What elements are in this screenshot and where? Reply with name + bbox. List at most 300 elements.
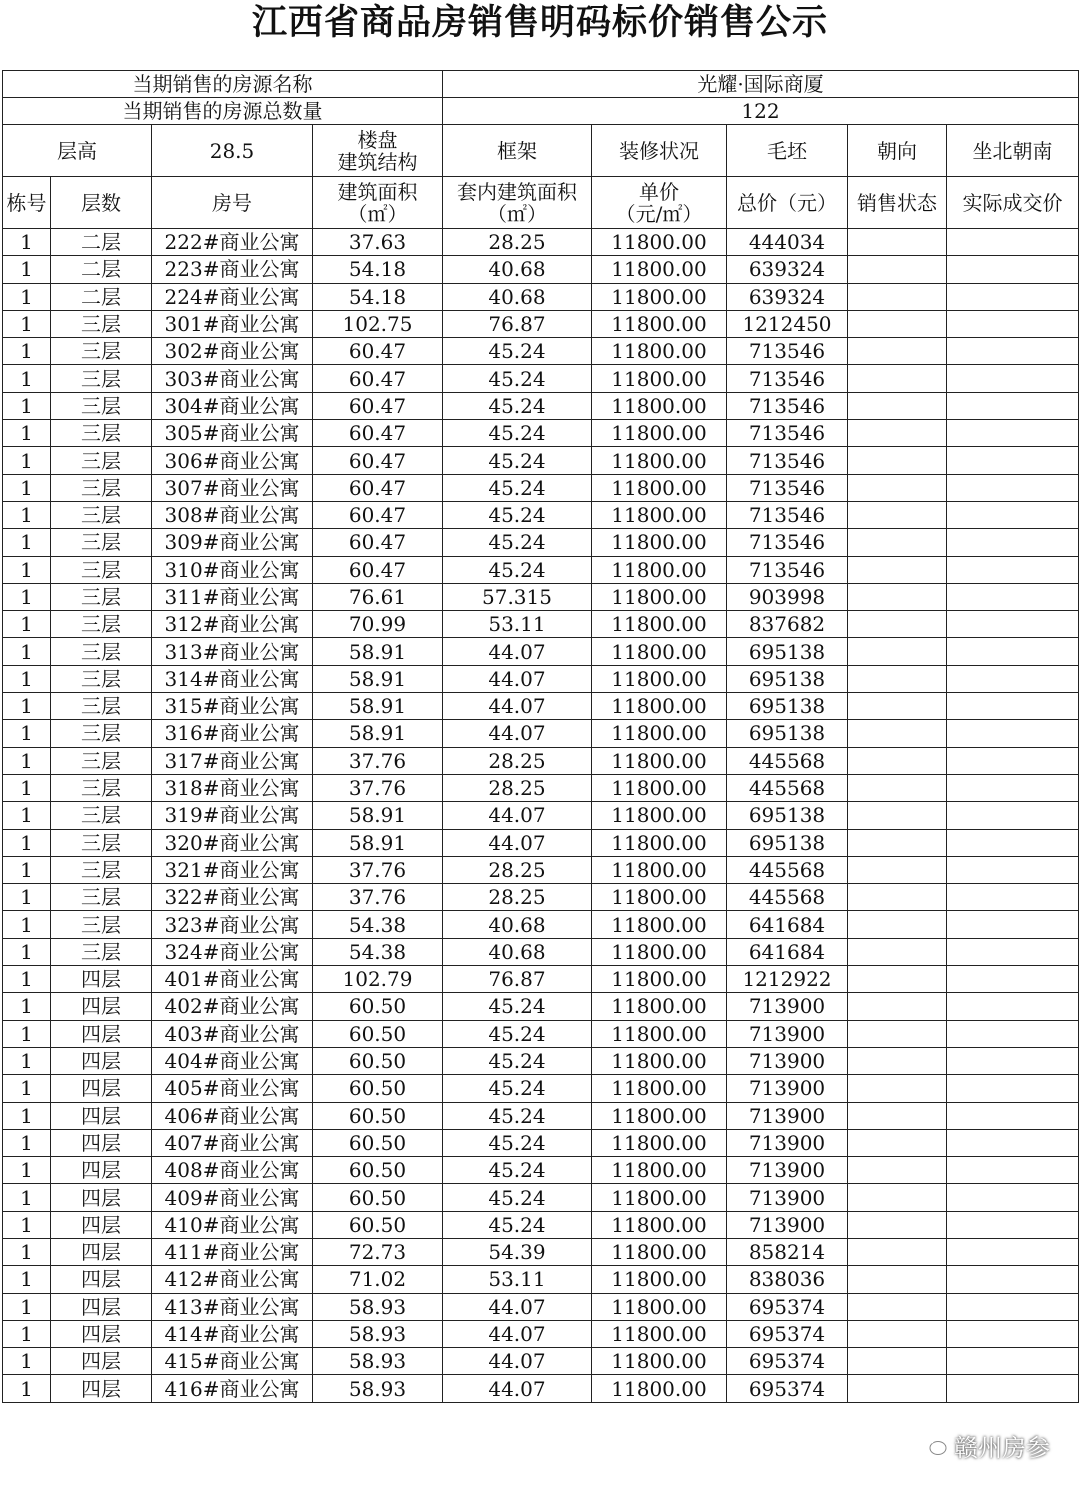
cell-room: 410#商业公寓 bbox=[152, 1211, 313, 1238]
cell-floor: 四层 bbox=[51, 1348, 152, 1375]
cell-unit-price: 11800.00 bbox=[592, 1348, 727, 1375]
cell-building: 1 bbox=[3, 1211, 51, 1238]
cell-total-price: 713900 bbox=[727, 1129, 848, 1156]
cell-room: 409#商业公寓 bbox=[152, 1184, 313, 1211]
cell-total-price: 713546 bbox=[727, 392, 848, 419]
cell-area: 37.76 bbox=[313, 774, 443, 801]
cell-inner-area: 44.07 bbox=[443, 1320, 592, 1347]
cell-building: 1 bbox=[3, 802, 51, 829]
cell-area: 71.02 bbox=[313, 1266, 443, 1293]
cell-status bbox=[848, 1211, 947, 1238]
cell-unit-price: 11800.00 bbox=[592, 1075, 727, 1102]
cell-room: 319#商业公寓 bbox=[152, 802, 313, 829]
cell-total-price: 713900 bbox=[727, 1075, 848, 1102]
cell-building: 1 bbox=[3, 529, 51, 556]
cell-building: 1 bbox=[3, 911, 51, 938]
table-row bbox=[3, 1129, 1079, 1156]
table-row bbox=[3, 856, 1079, 883]
cell-total-price: 713900 bbox=[727, 1211, 848, 1238]
cell-inner-area: 44.07 bbox=[443, 829, 592, 856]
cell-status bbox=[848, 693, 947, 720]
cell-inner-area: 53.11 bbox=[443, 1266, 592, 1293]
cell-status bbox=[848, 966, 947, 993]
cell-building: 1 bbox=[3, 283, 51, 310]
cell-room: 303#商业公寓 bbox=[152, 365, 313, 392]
cell-floor: 二层 bbox=[51, 229, 152, 256]
source-count-row bbox=[3, 98, 1079, 125]
cell-inner-area: 45.24 bbox=[443, 556, 592, 583]
cell-area: 58.93 bbox=[313, 1348, 443, 1375]
cell-floor: 三层 bbox=[51, 338, 152, 365]
table-row bbox=[3, 365, 1079, 392]
cell-floor: 四层 bbox=[51, 1157, 152, 1184]
cell-unit-price: 11800.00 bbox=[592, 420, 727, 447]
cell-unit-price: 11800.00 bbox=[592, 338, 727, 365]
cell-total-price: 713546 bbox=[727, 447, 848, 474]
cell-actual-price bbox=[947, 283, 1079, 310]
cell-unit-price: 11800.00 bbox=[592, 693, 727, 720]
cell-area: 58.91 bbox=[313, 638, 443, 665]
cell-unit-price: 11800.00 bbox=[592, 966, 727, 993]
cell-room: 314#商业公寓 bbox=[152, 665, 313, 692]
cell-total-price: 903998 bbox=[727, 583, 848, 610]
cell-total-price: 713900 bbox=[727, 1047, 848, 1074]
table-row bbox=[3, 1348, 1079, 1375]
cell-actual-price bbox=[947, 1320, 1079, 1347]
cell-room: 313#商业公寓 bbox=[152, 638, 313, 665]
cell-building: 1 bbox=[3, 884, 51, 911]
cell-status bbox=[848, 611, 947, 638]
cell-building: 1 bbox=[3, 829, 51, 856]
cell-floor: 四层 bbox=[51, 1375, 152, 1402]
decoration-label: 装修状况 bbox=[592, 125, 727, 177]
cell-actual-price bbox=[947, 938, 1079, 965]
cell-building: 1 bbox=[3, 693, 51, 720]
cell-inner-area: 44.07 bbox=[443, 638, 592, 665]
col-building: 栋号 bbox=[3, 177, 51, 229]
table-row bbox=[3, 1266, 1079, 1293]
cell-status bbox=[848, 829, 947, 856]
cell-area: 60.47 bbox=[313, 447, 443, 474]
cell-actual-price bbox=[947, 1129, 1079, 1156]
cell-actual-price bbox=[947, 638, 1079, 665]
cell-actual-price bbox=[947, 774, 1079, 801]
price-table bbox=[2, 70, 1079, 1403]
cell-unit-price: 11800.00 bbox=[592, 911, 727, 938]
cell-floor: 三层 bbox=[51, 583, 152, 610]
cell-building: 1 bbox=[3, 993, 51, 1020]
cell-room: 407#商业公寓 bbox=[152, 1129, 313, 1156]
cell-room: 403#商业公寓 bbox=[152, 1020, 313, 1047]
cell-area: 102.75 bbox=[313, 310, 443, 337]
cell-floor: 三层 bbox=[51, 611, 152, 638]
cell-room: 222#商业公寓 bbox=[152, 229, 313, 256]
cell-total-price: 713546 bbox=[727, 365, 848, 392]
cell-unit-price: 11800.00 bbox=[592, 447, 727, 474]
cell-area: 58.93 bbox=[313, 1293, 443, 1320]
cell-actual-price bbox=[947, 1293, 1079, 1320]
wechat-icon bbox=[918, 1433, 948, 1457]
cell-status bbox=[848, 256, 947, 283]
cell-floor: 三层 bbox=[51, 911, 152, 938]
floor-height-value: 28.5 bbox=[152, 125, 313, 177]
cell-floor: 三层 bbox=[51, 884, 152, 911]
table-row bbox=[3, 583, 1079, 610]
cell-actual-price bbox=[947, 1375, 1079, 1402]
table-row bbox=[3, 966, 1079, 993]
cell-building: 1 bbox=[3, 583, 51, 610]
cell-floor: 四层 bbox=[51, 966, 152, 993]
cell-status bbox=[848, 1266, 947, 1293]
cell-total-price: 713900 bbox=[727, 1184, 848, 1211]
watermark bbox=[918, 1425, 1050, 1465]
cell-building: 1 bbox=[3, 474, 51, 501]
cell-actual-price bbox=[947, 1348, 1079, 1375]
cell-building: 1 bbox=[3, 1020, 51, 1047]
table-row bbox=[3, 1047, 1079, 1074]
cell-area: 60.47 bbox=[313, 529, 443, 556]
cell-actual-price bbox=[947, 474, 1079, 501]
cell-unit-price: 11800.00 bbox=[592, 474, 727, 501]
cell-room: 411#商业公寓 bbox=[152, 1238, 313, 1265]
cell-area: 37.76 bbox=[313, 884, 443, 911]
cell-area: 58.91 bbox=[313, 802, 443, 829]
cell-room: 316#商业公寓 bbox=[152, 720, 313, 747]
table-row bbox=[3, 774, 1079, 801]
cell-inner-area: 45.24 bbox=[443, 1047, 592, 1074]
property-info-row bbox=[3, 125, 1079, 177]
cell-inner-area: 40.68 bbox=[443, 911, 592, 938]
table-row bbox=[3, 420, 1079, 447]
source-count-value: 122 bbox=[443, 98, 1079, 125]
cell-total-price: 445568 bbox=[727, 884, 848, 911]
table-row bbox=[3, 501, 1079, 528]
cell-building: 1 bbox=[3, 556, 51, 583]
cell-building: 1 bbox=[3, 420, 51, 447]
cell-status bbox=[848, 665, 947, 692]
cell-building: 1 bbox=[3, 365, 51, 392]
cell-actual-price bbox=[947, 1047, 1079, 1074]
table-row bbox=[3, 392, 1079, 419]
cell-building: 1 bbox=[3, 1129, 51, 1156]
cell-inner-area: 45.24 bbox=[443, 392, 592, 419]
cell-inner-area: 44.07 bbox=[443, 720, 592, 747]
cell-status bbox=[848, 1238, 947, 1265]
cell-actual-price bbox=[947, 310, 1079, 337]
cell-status bbox=[848, 884, 947, 911]
cell-actual-price bbox=[947, 256, 1079, 283]
cell-room: 307#商业公寓 bbox=[152, 474, 313, 501]
cell-total-price: 1212922 bbox=[727, 966, 848, 993]
cell-room: 401#商业公寓 bbox=[152, 966, 313, 993]
cell-room: 322#商业公寓 bbox=[152, 884, 313, 911]
table-row bbox=[3, 829, 1079, 856]
cell-area: 37.63 bbox=[313, 229, 443, 256]
table-row bbox=[3, 1020, 1079, 1047]
cell-inner-area: 44.07 bbox=[443, 665, 592, 692]
cell-area: 58.91 bbox=[313, 720, 443, 747]
cell-building: 1 bbox=[3, 1348, 51, 1375]
table-row bbox=[3, 1238, 1079, 1265]
cell-inner-area: 45.24 bbox=[443, 447, 592, 474]
cell-unit-price: 11800.00 bbox=[592, 1020, 727, 1047]
cell-total-price: 639324 bbox=[727, 256, 848, 283]
table-row bbox=[3, 256, 1079, 283]
cell-status bbox=[848, 447, 947, 474]
cell-building: 1 bbox=[3, 256, 51, 283]
cell-total-price: 713546 bbox=[727, 474, 848, 501]
cell-area: 60.50 bbox=[313, 1075, 443, 1102]
cell-actual-price bbox=[947, 693, 1079, 720]
cell-total-price: 713546 bbox=[727, 338, 848, 365]
cell-status bbox=[848, 392, 947, 419]
cell-building: 1 bbox=[3, 938, 51, 965]
cell-total-price: 695374 bbox=[727, 1375, 848, 1402]
cell-room: 402#商业公寓 bbox=[152, 993, 313, 1020]
cell-area: 60.47 bbox=[313, 556, 443, 583]
cell-room: 406#商业公寓 bbox=[152, 1102, 313, 1129]
cell-floor: 三层 bbox=[51, 447, 152, 474]
col-area: 建筑面积 （㎡） bbox=[313, 177, 443, 229]
cell-area: 58.93 bbox=[313, 1320, 443, 1347]
cell-status bbox=[848, 365, 947, 392]
cell-building: 1 bbox=[3, 611, 51, 638]
cell-total-price: 695138 bbox=[727, 802, 848, 829]
cell-status bbox=[848, 556, 947, 583]
cell-unit-price: 11800.00 bbox=[592, 611, 727, 638]
cell-building: 1 bbox=[3, 1293, 51, 1320]
cell-room: 408#商业公寓 bbox=[152, 1157, 313, 1184]
cell-room: 311#商业公寓 bbox=[152, 583, 313, 610]
cell-status bbox=[848, 856, 947, 883]
table-row bbox=[3, 1184, 1079, 1211]
cell-status bbox=[848, 1293, 947, 1320]
table-row bbox=[3, 229, 1079, 256]
cell-floor: 三层 bbox=[51, 720, 152, 747]
cell-status bbox=[848, 283, 947, 310]
cell-area: 60.47 bbox=[313, 392, 443, 419]
cell-status bbox=[848, 1020, 947, 1047]
cell-area: 72.73 bbox=[313, 1238, 443, 1265]
cell-status bbox=[848, 420, 947, 447]
cell-inner-area: 76.87 bbox=[443, 310, 592, 337]
cell-total-price: 695138 bbox=[727, 638, 848, 665]
cell-unit-price: 11800.00 bbox=[592, 1375, 727, 1402]
cell-total-price: 444034 bbox=[727, 229, 848, 256]
cell-status bbox=[848, 1320, 947, 1347]
cell-floor: 四层 bbox=[51, 1266, 152, 1293]
cell-floor: 四层 bbox=[51, 1184, 152, 1211]
cell-status bbox=[848, 720, 947, 747]
cell-room: 301#商业公寓 bbox=[152, 310, 313, 337]
table-row bbox=[3, 1211, 1079, 1238]
cell-area: 54.38 bbox=[313, 938, 443, 965]
cell-floor: 三层 bbox=[51, 665, 152, 692]
cell-actual-price bbox=[947, 665, 1079, 692]
col-floor: 层数 bbox=[51, 177, 152, 229]
floor-height-label: 层高 bbox=[3, 125, 152, 177]
orientation-label: 朝向 bbox=[848, 125, 947, 177]
cell-floor: 三层 bbox=[51, 638, 152, 665]
cell-unit-price: 11800.00 bbox=[592, 747, 727, 774]
table-row bbox=[3, 802, 1079, 829]
cell-building: 1 bbox=[3, 338, 51, 365]
cell-building: 1 bbox=[3, 665, 51, 692]
cell-unit-price: 11800.00 bbox=[592, 1238, 727, 1265]
cell-status bbox=[848, 747, 947, 774]
cell-inner-area: 44.07 bbox=[443, 1375, 592, 1402]
cell-actual-price bbox=[947, 1102, 1079, 1129]
cell-room: 304#商业公寓 bbox=[152, 392, 313, 419]
cell-status bbox=[848, 638, 947, 665]
cell-status bbox=[848, 1047, 947, 1074]
cell-unit-price: 11800.00 bbox=[592, 392, 727, 419]
page-title: 江西省商品房销售明码标价销售公示 bbox=[251, 2, 828, 43]
cell-inner-area: 28.25 bbox=[443, 774, 592, 801]
cell-actual-price bbox=[947, 365, 1079, 392]
cell-building: 1 bbox=[3, 229, 51, 256]
cell-room: 320#商业公寓 bbox=[152, 829, 313, 856]
table-row bbox=[3, 993, 1079, 1020]
cell-floor: 三层 bbox=[51, 856, 152, 883]
cell-area: 60.47 bbox=[313, 420, 443, 447]
cell-floor: 三层 bbox=[51, 501, 152, 528]
cell-building: 1 bbox=[3, 638, 51, 665]
cell-area: 60.47 bbox=[313, 338, 443, 365]
cell-inner-area: 28.25 bbox=[443, 747, 592, 774]
table-row bbox=[3, 693, 1079, 720]
cell-floor: 三层 bbox=[51, 802, 152, 829]
cell-unit-price: 11800.00 bbox=[592, 993, 727, 1020]
cell-total-price: 695138 bbox=[727, 720, 848, 747]
cell-actual-price bbox=[947, 802, 1079, 829]
cell-room: 306#商业公寓 bbox=[152, 447, 313, 474]
cell-room: 321#商业公寓 bbox=[152, 856, 313, 883]
cell-actual-price bbox=[947, 420, 1079, 447]
cell-floor: 三层 bbox=[51, 693, 152, 720]
cell-actual-price bbox=[947, 583, 1079, 610]
cell-unit-price: 11800.00 bbox=[592, 310, 727, 337]
cell-status bbox=[848, 938, 947, 965]
cell-status bbox=[848, 474, 947, 501]
cell-unit-price: 11800.00 bbox=[592, 529, 727, 556]
col-total-price: 总价（元） bbox=[727, 177, 848, 229]
cell-inner-area: 45.24 bbox=[443, 1211, 592, 1238]
cell-total-price: 713900 bbox=[727, 1020, 848, 1047]
cell-room: 324#商业公寓 bbox=[152, 938, 313, 965]
cell-area: 54.18 bbox=[313, 256, 443, 283]
cell-actual-price bbox=[947, 229, 1079, 256]
cell-actual-price bbox=[947, 966, 1079, 993]
cell-room: 318#商业公寓 bbox=[152, 774, 313, 801]
cell-actual-price bbox=[947, 1075, 1079, 1102]
cell-inner-area: 45.24 bbox=[443, 338, 592, 365]
cell-total-price: 639324 bbox=[727, 283, 848, 310]
cell-room: 414#商业公寓 bbox=[152, 1320, 313, 1347]
cell-inner-area: 54.39 bbox=[443, 1238, 592, 1265]
cell-actual-price bbox=[947, 884, 1079, 911]
cell-area: 60.50 bbox=[313, 1102, 443, 1129]
cell-area: 37.76 bbox=[313, 747, 443, 774]
cell-unit-price: 11800.00 bbox=[592, 229, 727, 256]
cell-status bbox=[848, 501, 947, 528]
table-row bbox=[3, 1157, 1079, 1184]
cell-status bbox=[848, 1375, 947, 1402]
cell-inner-area: 45.24 bbox=[443, 993, 592, 1020]
cell-unit-price: 11800.00 bbox=[592, 256, 727, 283]
cell-area: 60.47 bbox=[313, 365, 443, 392]
cell-total-price: 838036 bbox=[727, 1266, 848, 1293]
cell-status bbox=[848, 1157, 947, 1184]
cell-area: 54.38 bbox=[313, 911, 443, 938]
cell-room: 317#商业公寓 bbox=[152, 747, 313, 774]
cell-unit-price: 11800.00 bbox=[592, 665, 727, 692]
cell-status bbox=[848, 310, 947, 337]
cell-inner-area: 45.24 bbox=[443, 365, 592, 392]
table-row bbox=[3, 1375, 1079, 1402]
cell-inner-area: 45.24 bbox=[443, 501, 592, 528]
cell-status bbox=[848, 1075, 947, 1102]
cell-building: 1 bbox=[3, 1375, 51, 1402]
cell-unit-price: 11800.00 bbox=[592, 856, 727, 883]
cell-unit-price: 11800.00 bbox=[592, 774, 727, 801]
cell-inner-area: 45.24 bbox=[443, 1129, 592, 1156]
source-count-label: 当期销售的房源总数量 bbox=[3, 98, 443, 125]
source-name-label: 当期销售的房源名称 bbox=[3, 71, 443, 98]
cell-room: 312#商业公寓 bbox=[152, 611, 313, 638]
cell-floor: 四层 bbox=[51, 1293, 152, 1320]
cell-floor: 四层 bbox=[51, 1020, 152, 1047]
cell-building: 1 bbox=[3, 501, 51, 528]
cell-building: 1 bbox=[3, 1075, 51, 1102]
col-room: 房号 bbox=[152, 177, 313, 229]
col-inner-area: 套内建筑面积 （㎡） bbox=[443, 177, 592, 229]
cell-total-price: 695374 bbox=[727, 1348, 848, 1375]
cell-actual-price bbox=[947, 392, 1079, 419]
cell-actual-price bbox=[947, 993, 1079, 1020]
cell-inner-area: 57.315 bbox=[443, 583, 592, 610]
cell-status bbox=[848, 774, 947, 801]
table-row bbox=[3, 720, 1079, 747]
cell-area: 60.50 bbox=[313, 1184, 443, 1211]
col-status: 销售状态 bbox=[848, 177, 947, 229]
cell-unit-price: 11800.00 bbox=[592, 802, 727, 829]
cell-total-price: 713900 bbox=[727, 1102, 848, 1129]
cell-area: 58.93 bbox=[313, 1375, 443, 1402]
cell-floor: 三层 bbox=[51, 529, 152, 556]
cell-total-price: 713546 bbox=[727, 501, 848, 528]
cell-room: 310#商业公寓 bbox=[152, 556, 313, 583]
cell-inner-area: 45.24 bbox=[443, 1157, 592, 1184]
cell-total-price: 713546 bbox=[727, 556, 848, 583]
cell-building: 1 bbox=[3, 1047, 51, 1074]
cell-status bbox=[848, 1348, 947, 1375]
cell-building: 1 bbox=[3, 856, 51, 883]
cell-total-price: 695138 bbox=[727, 693, 848, 720]
cell-building: 1 bbox=[3, 310, 51, 337]
cell-total-price: 641684 bbox=[727, 911, 848, 938]
cell-unit-price: 11800.00 bbox=[592, 720, 727, 747]
cell-floor: 四层 bbox=[51, 993, 152, 1020]
cell-actual-price bbox=[947, 556, 1079, 583]
cell-total-price: 695138 bbox=[727, 829, 848, 856]
cell-area: 60.50 bbox=[313, 1020, 443, 1047]
cell-inner-area: 45.24 bbox=[443, 1102, 592, 1129]
cell-room: 404#商业公寓 bbox=[152, 1047, 313, 1074]
cell-status bbox=[848, 911, 947, 938]
cell-floor: 三层 bbox=[51, 938, 152, 965]
cell-building: 1 bbox=[3, 747, 51, 774]
